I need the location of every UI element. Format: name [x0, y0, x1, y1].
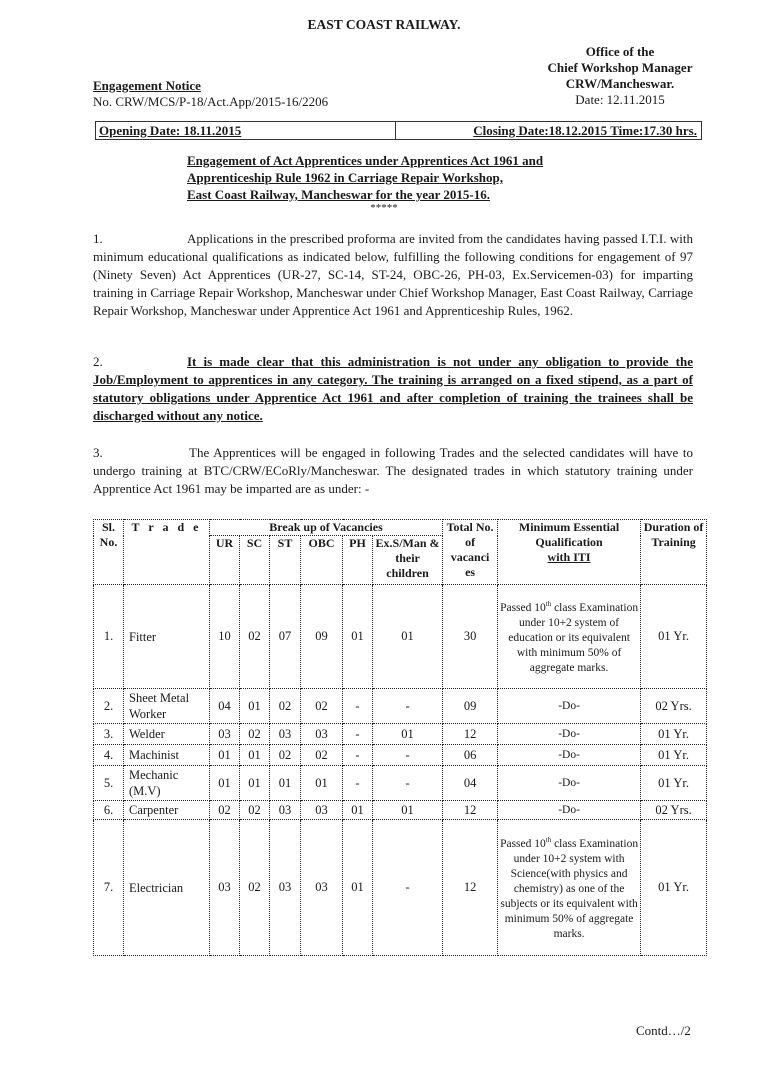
cell-ph: -	[343, 689, 373, 724]
qual-text: class Examination under 10+2 system with Science(with physics and chemistry) as one of the subjects or its equivalent with minimum 50% of aggregate marks.	[500, 837, 639, 940]
cell-sl: 3.	[94, 724, 124, 745]
header-qualification-line1: Minimum Essential Qualification	[518, 520, 620, 549]
paragraph-number: 3.	[93, 445, 103, 460]
cell-duration: 01 Yr.	[641, 766, 707, 801]
cell-exs: -	[373, 689, 443, 724]
cell-sl: 4.	[94, 745, 124, 766]
header-total: Total No. of vacanci es	[443, 520, 498, 585]
cell-st: 03	[270, 820, 301, 956]
header-sl-no: Sl. No.	[94, 520, 124, 585]
paragraph-number: 2.	[93, 354, 103, 369]
office-block	[520, 44, 720, 108]
cell-sc: 02	[240, 585, 270, 689]
paragraph-2	[93, 353, 693, 425]
cell-obc: 03	[301, 801, 343, 820]
cell-obc: 01	[301, 766, 343, 801]
cell-sc: 01	[240, 745, 270, 766]
cell-duration: 02 Yrs.	[641, 801, 707, 820]
qual-text: Passed 10	[500, 601, 546, 614]
header-breakup: Break up of Vacancies	[210, 520, 443, 536]
cell-trade: Machinist	[124, 745, 210, 766]
cell-ph: -	[343, 766, 373, 801]
cell-sl: 7.	[94, 820, 124, 956]
header-obc: OBC	[301, 536, 343, 585]
closing-date: Closing Date:18.12.2015 Time:17.30 hrs.	[473, 123, 697, 138]
cell-sc: 02	[240, 724, 270, 745]
cell-sl: 5.	[94, 766, 124, 801]
notice-date: Date: 12.11.2015	[575, 92, 665, 107]
table-row	[94, 820, 707, 956]
cell-trade: Fitter	[124, 585, 210, 689]
paragraph-3	[93, 444, 693, 498]
cell-st: 02	[270, 689, 301, 724]
cell-exs: 01	[373, 801, 443, 820]
cell-qualification	[498, 585, 641, 689]
cell-obc: 03	[301, 820, 343, 956]
cell-exs: 01	[373, 585, 443, 689]
cell-ph: -	[343, 745, 373, 766]
cell-ur: 03	[210, 820, 240, 956]
cell-ph: 01	[343, 820, 373, 956]
cell-qualification: -Do-	[498, 766, 641, 801]
cell-ur: 10	[210, 585, 240, 689]
notice-label: Engagement Notice	[93, 78, 201, 93]
cell-st: 01	[270, 766, 301, 801]
cell-total: 30	[443, 585, 498, 689]
paragraph-1	[93, 230, 693, 320]
paragraph-text: Applications in the prescribed proforma are invited from the candidates having passed I.T.I. with minimum educational qualifications as indicated below, fulfilling the following conditions for engagement of 97 (Ninety Seven) Act Apprentices (UR-27, SC-14, ST-24, OBC-26, PH-03, Ex.Servicemen-03) for imparting training in Carriage Repair Workshop, Mancheswar under Chief Workshop Manager, East Coast Railway, Carriage Repair Workshop, Mancheswar under Apprentice Act 1961 and Apprenticeship Rules, 1962.	[93, 231, 693, 318]
header-st: ST	[270, 536, 301, 585]
cell-obc: 03	[301, 724, 343, 745]
separator-stars: *****	[370, 202, 398, 214]
subject-line: Apprenticeship Rule 1962 in Carriage Repair Workshop,	[187, 170, 503, 185]
cell-duration: 01 Yr.	[641, 724, 707, 745]
cell-ur: 04	[210, 689, 240, 724]
cell-qualification: -Do-	[498, 689, 641, 724]
cell-total: 09	[443, 689, 498, 724]
header-qualification	[498, 520, 641, 585]
closing-date-cell	[396, 122, 701, 139]
header-sc: SC	[240, 536, 270, 585]
cell-st: 02	[270, 745, 301, 766]
table-row	[94, 766, 707, 801]
notice-number: No. CRW/MCS/P-18/Act.App/2015-16/2206	[93, 94, 329, 109]
qual-text: class Examination under 10+2 system of education or its equivalent with minimum 50% of aggregate marks.	[508, 601, 639, 674]
table-row	[94, 689, 707, 724]
office-line: CRW/Mancheswar.	[565, 76, 675, 91]
cell-sc: 02	[240, 820, 270, 956]
subject-line: East Coast Railway, Mancheswar for the year 2015-16.	[187, 187, 490, 202]
header-qualification-line2: with ITI	[547, 550, 591, 564]
cell-duration: 01 Yr.	[641, 745, 707, 766]
organization-title: EAST COAST RAILWAY.	[307, 17, 461, 32]
cell-total: 12	[443, 801, 498, 820]
qual-sup: th	[545, 836, 552, 845]
header-trade: T r a d e	[124, 520, 210, 585]
trades-table	[93, 519, 707, 956]
cell-ph: -	[343, 724, 373, 745]
cell-total: 06	[443, 745, 498, 766]
cell-st: 03	[270, 801, 301, 820]
cell-trade: Welder	[124, 724, 210, 745]
cell-exs: -	[373, 820, 443, 956]
cell-qualification	[498, 820, 641, 956]
subject-heading	[187, 152, 607, 203]
cell-exs: -	[373, 745, 443, 766]
cell-duration: 01 Yr.	[641, 820, 707, 956]
qual-sup: th	[545, 600, 552, 609]
continued-marker: Contd…/2	[636, 1023, 691, 1038]
cell-trade: Electrician	[124, 820, 210, 956]
paragraph-number: 1.	[93, 231, 103, 246]
cell-qualification: -Do-	[498, 745, 641, 766]
cell-ur: 01	[210, 766, 240, 801]
office-line: Office of the	[585, 44, 655, 59]
cell-total: 12	[443, 724, 498, 745]
cell-qualification: -Do-	[498, 801, 641, 820]
table-row	[94, 801, 707, 820]
cell-total: 04	[443, 766, 498, 801]
cell-obc: 09	[301, 585, 343, 689]
qual-text: Passed 10	[500, 837, 546, 850]
cell-sl: 2.	[94, 689, 124, 724]
cell-ph: 01	[343, 801, 373, 820]
cell-sc: 02	[240, 801, 270, 820]
cell-ur: 03	[210, 724, 240, 745]
opening-date-cell	[96, 122, 396, 139]
opening-date: Opening Date: 18.11.2015	[99, 123, 242, 138]
cell-sl: 6.	[94, 801, 124, 820]
cell-qualification: -Do-	[498, 724, 641, 745]
cell-trade: Sheet Metal Worker	[124, 689, 210, 724]
cell-sl: 1.	[94, 585, 124, 689]
cell-exs: -	[373, 766, 443, 801]
cell-sc: 01	[240, 766, 270, 801]
cell-st: 07	[270, 585, 301, 689]
cell-st: 03	[270, 724, 301, 745]
subject-line: Engagement of Act Apprentices under Apprentices Act 1961 and	[187, 153, 544, 168]
cell-ur: 02	[210, 801, 240, 820]
table-row	[94, 724, 707, 745]
table-row	[94, 745, 707, 766]
cell-total: 12	[443, 820, 498, 956]
cell-trade: Mechanic (M.V)	[124, 766, 210, 801]
cell-exs: 01	[373, 724, 443, 745]
paragraph-text: It is made clear that this administration is not under any obligation to provide the Job/Employment to apprentices in any category. The training is arranged on a fixed stipend, as a part of statutory obligations under Apprentice Act 1961 and after completion of training the trainees shall be discharged without any notice.	[93, 354, 693, 423]
table-row	[94, 585, 707, 689]
header-duration: Duration of Training	[641, 520, 707, 585]
cell-sc: 01	[240, 689, 270, 724]
paragraph-text: The Apprentices will be engaged in following Trades and the selected candidates will have to undergo training at BTC/CRW/ECoRly/Mancheswar. The designated trades in which statutory training under Apprentice Act 1961 may be imparted are as under: -	[93, 445, 693, 496]
cell-obc: 02	[301, 689, 343, 724]
dates-box	[95, 121, 702, 140]
header-ph: PH	[343, 536, 373, 585]
cell-duration: 02 Yrs.	[641, 689, 707, 724]
cell-ph: 01	[343, 585, 373, 689]
header-ur: UR	[210, 536, 240, 585]
office-line: Chief Workshop Manager	[547, 60, 693, 75]
cell-duration: 01 Yr.	[641, 585, 707, 689]
cell-obc: 02	[301, 745, 343, 766]
header-exs: Ex.S/Man & their children	[373, 536, 443, 585]
cell-trade: Carpenter	[124, 801, 210, 820]
cell-ur: 01	[210, 745, 240, 766]
